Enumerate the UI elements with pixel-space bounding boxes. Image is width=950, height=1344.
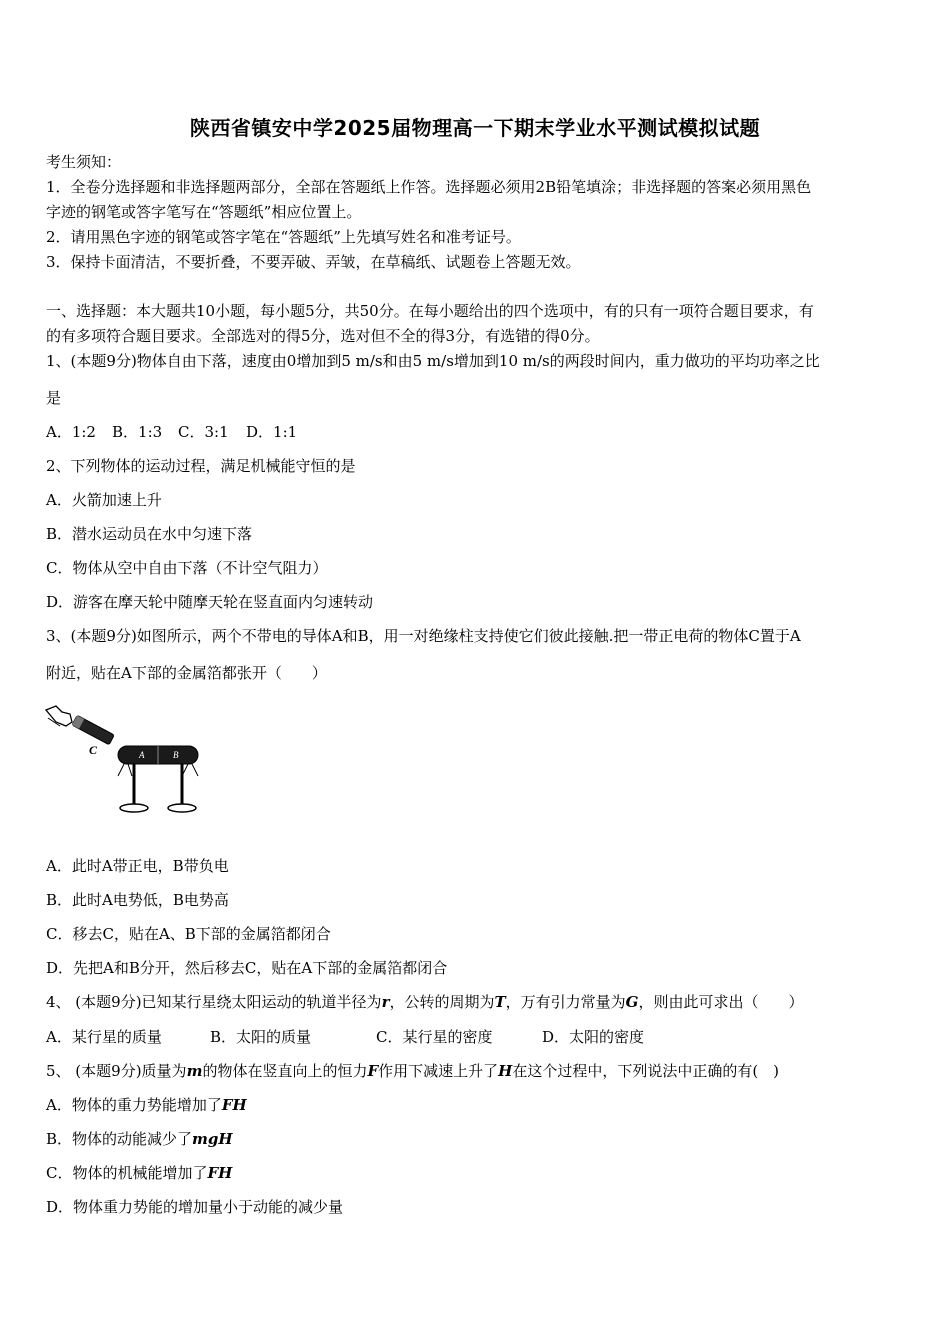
q3-option-c: C．移去C，贴在A、B下部的金属箔都闭合	[46, 925, 331, 943]
q4-stem-mid1: ，公转的周期为	[389, 993, 495, 1011]
page-title: 陕西省镇安中学2025届物理高一下期末学业水平测试模拟试题	[189, 116, 761, 140]
notice-item-2: 2．请用黑色字迹的钢笔或答字笔在“答题纸”上先填写姓名和准考证号。	[46, 228, 521, 246]
stand-a-base	[120, 804, 148, 812]
q4-var-r: r	[381, 993, 390, 1011]
q4-option-a: A．某行星的质量	[46, 1028, 162, 1046]
q4-option-c: C．某行星的密度	[376, 1028, 493, 1046]
q5-stem-mid2: 作用下减速上升了	[378, 1062, 499, 1080]
q5-option-a-var: FH	[221, 1096, 247, 1114]
q4-option-b: B．太阳的质量	[210, 1028, 312, 1046]
q2-option-c: C．物体从空中自由下落（不计空气阻力）	[46, 559, 328, 577]
q3-conductor-figure	[42, 700, 212, 818]
notice-item-3: 3．保持卡面清洁，不要折叠，不要弄破、弄皱，在草稿纸、试题卷上答题无效。	[46, 253, 581, 271]
q5-option-b	[46, 1129, 908, 1149]
q4-option-d: D．太阳的密度	[542, 1028, 645, 1046]
q1-option-d: D．1:1	[246, 423, 298, 441]
q4-stem-mid2: ，万有引力常量为	[505, 993, 626, 1011]
foil-b	[182, 764, 198, 776]
label-b: B	[173, 750, 179, 760]
stand-b-base	[168, 804, 196, 812]
q3-stem-line-1: 3、(本题9分)如图所示，两个不带电的导体A和B，用一对绝缘柱支持使它们彼此接触.把一带正电荷的物体C置于A	[46, 627, 801, 645]
q5-var-h: H	[498, 1062, 513, 1080]
q1-option-a: A．1:2	[46, 423, 96, 441]
q5-stem	[46, 1061, 908, 1081]
q2-stem: 2、下列物体的运动过程，满足机械能守恒的是	[46, 457, 356, 475]
q5-var-f: F	[367, 1062, 379, 1080]
q4-stem-post: ，则由此可求出（ ）	[638, 993, 804, 1011]
label-a: A	[139, 750, 145, 760]
q1-option-b: B．1:3	[112, 423, 163, 441]
q5-option-c-var: FH	[207, 1164, 233, 1182]
q1-stem-line-2: 是	[46, 389, 62, 407]
q5-option-a-text: A．物体的重力势能增加了	[46, 1096, 222, 1114]
q4-options	[46, 1027, 908, 1047]
q2-option-a: A．火箭加速上升	[46, 491, 162, 509]
q5-option-b-var: mgH	[192, 1130, 233, 1148]
q1-options	[46, 422, 908, 442]
q3-stem-line-2: 附近，贴在A下部的金属箔都张开（ ）	[46, 664, 327, 682]
q2-option-d: D．游客在摩天轮中随摩天轮在竖直面内匀速转动	[46, 593, 374, 611]
q5-var-m: m	[186, 1062, 203, 1080]
notice-item-1: 1．全卷分选择题和非选择题两部分，全部在答题纸上作答。选择题必须用2B铅笔填涂；非选择题的答案必须用黑色	[46, 178, 812, 196]
q5-stem-post: 在这个过程中，下列说法中正确的有( )	[512, 1062, 780, 1080]
q4-stem-pre: 4、 (本题9分)已知某行星绕太阳运动的轨道半径为	[46, 993, 382, 1011]
q4-var-t: T	[494, 993, 506, 1011]
q5-option-c	[46, 1163, 908, 1183]
q1-option-c: C．3:1	[178, 423, 229, 441]
q4-stem	[46, 992, 908, 1012]
q5-option-c-text: C．物体的机械能增加了	[46, 1164, 208, 1182]
q2-option-b: B．潜水运动员在水中匀速下落	[46, 525, 253, 543]
q4-var-g: G	[625, 993, 639, 1011]
q5-option-d: D．物体重力势能的增加量小于动能的减少量	[46, 1198, 344, 1216]
q3-option-d: D．先把A和B分开，然后移去C，贴在A下部的金属箔都闭合	[46, 959, 448, 977]
foil-a	[118, 764, 132, 776]
label-c: C	[89, 743, 98, 757]
q5-stem-mid1: 的物体在竖直向上的恒力	[202, 1062, 368, 1080]
q1-stem-line-1: 1、(本题9分)物体自由下落，速度由0增加到5 m/s和由5 m/s增加到10 m/s的两段时间内，重力做功的平均功率之比	[46, 352, 820, 370]
q5-stem-pre: 5、 (本题9分)质量为	[46, 1062, 187, 1080]
charged-rod-c	[72, 715, 114, 744]
notice-heading: 考生须知：	[46, 153, 122, 171]
q3-option-a: A．此时A带正电，B带负电	[46, 857, 229, 875]
q3-option-b: B．此时A电势低，B电势高	[46, 891, 229, 909]
hand-shape	[46, 706, 72, 726]
q5-option-a	[46, 1095, 908, 1115]
notice-item-1-cont: 字迹的钢笔或答字笔写在“答题纸”相应位置上。	[46, 203, 362, 221]
q5-option-b-text: B．物体的动能减少了	[46, 1130, 193, 1148]
section-intro-line-2: 的有多项符合题目要求。全部选对的得5分，选对但不全的得3分，有选错的得0分。	[46, 327, 600, 345]
section-intro-line-1: 一、选择题：本大题共10小题，每小题5分，共50分。在每小题给出的四个选项中，有的只有一项符合题目要求，有	[46, 302, 814, 320]
